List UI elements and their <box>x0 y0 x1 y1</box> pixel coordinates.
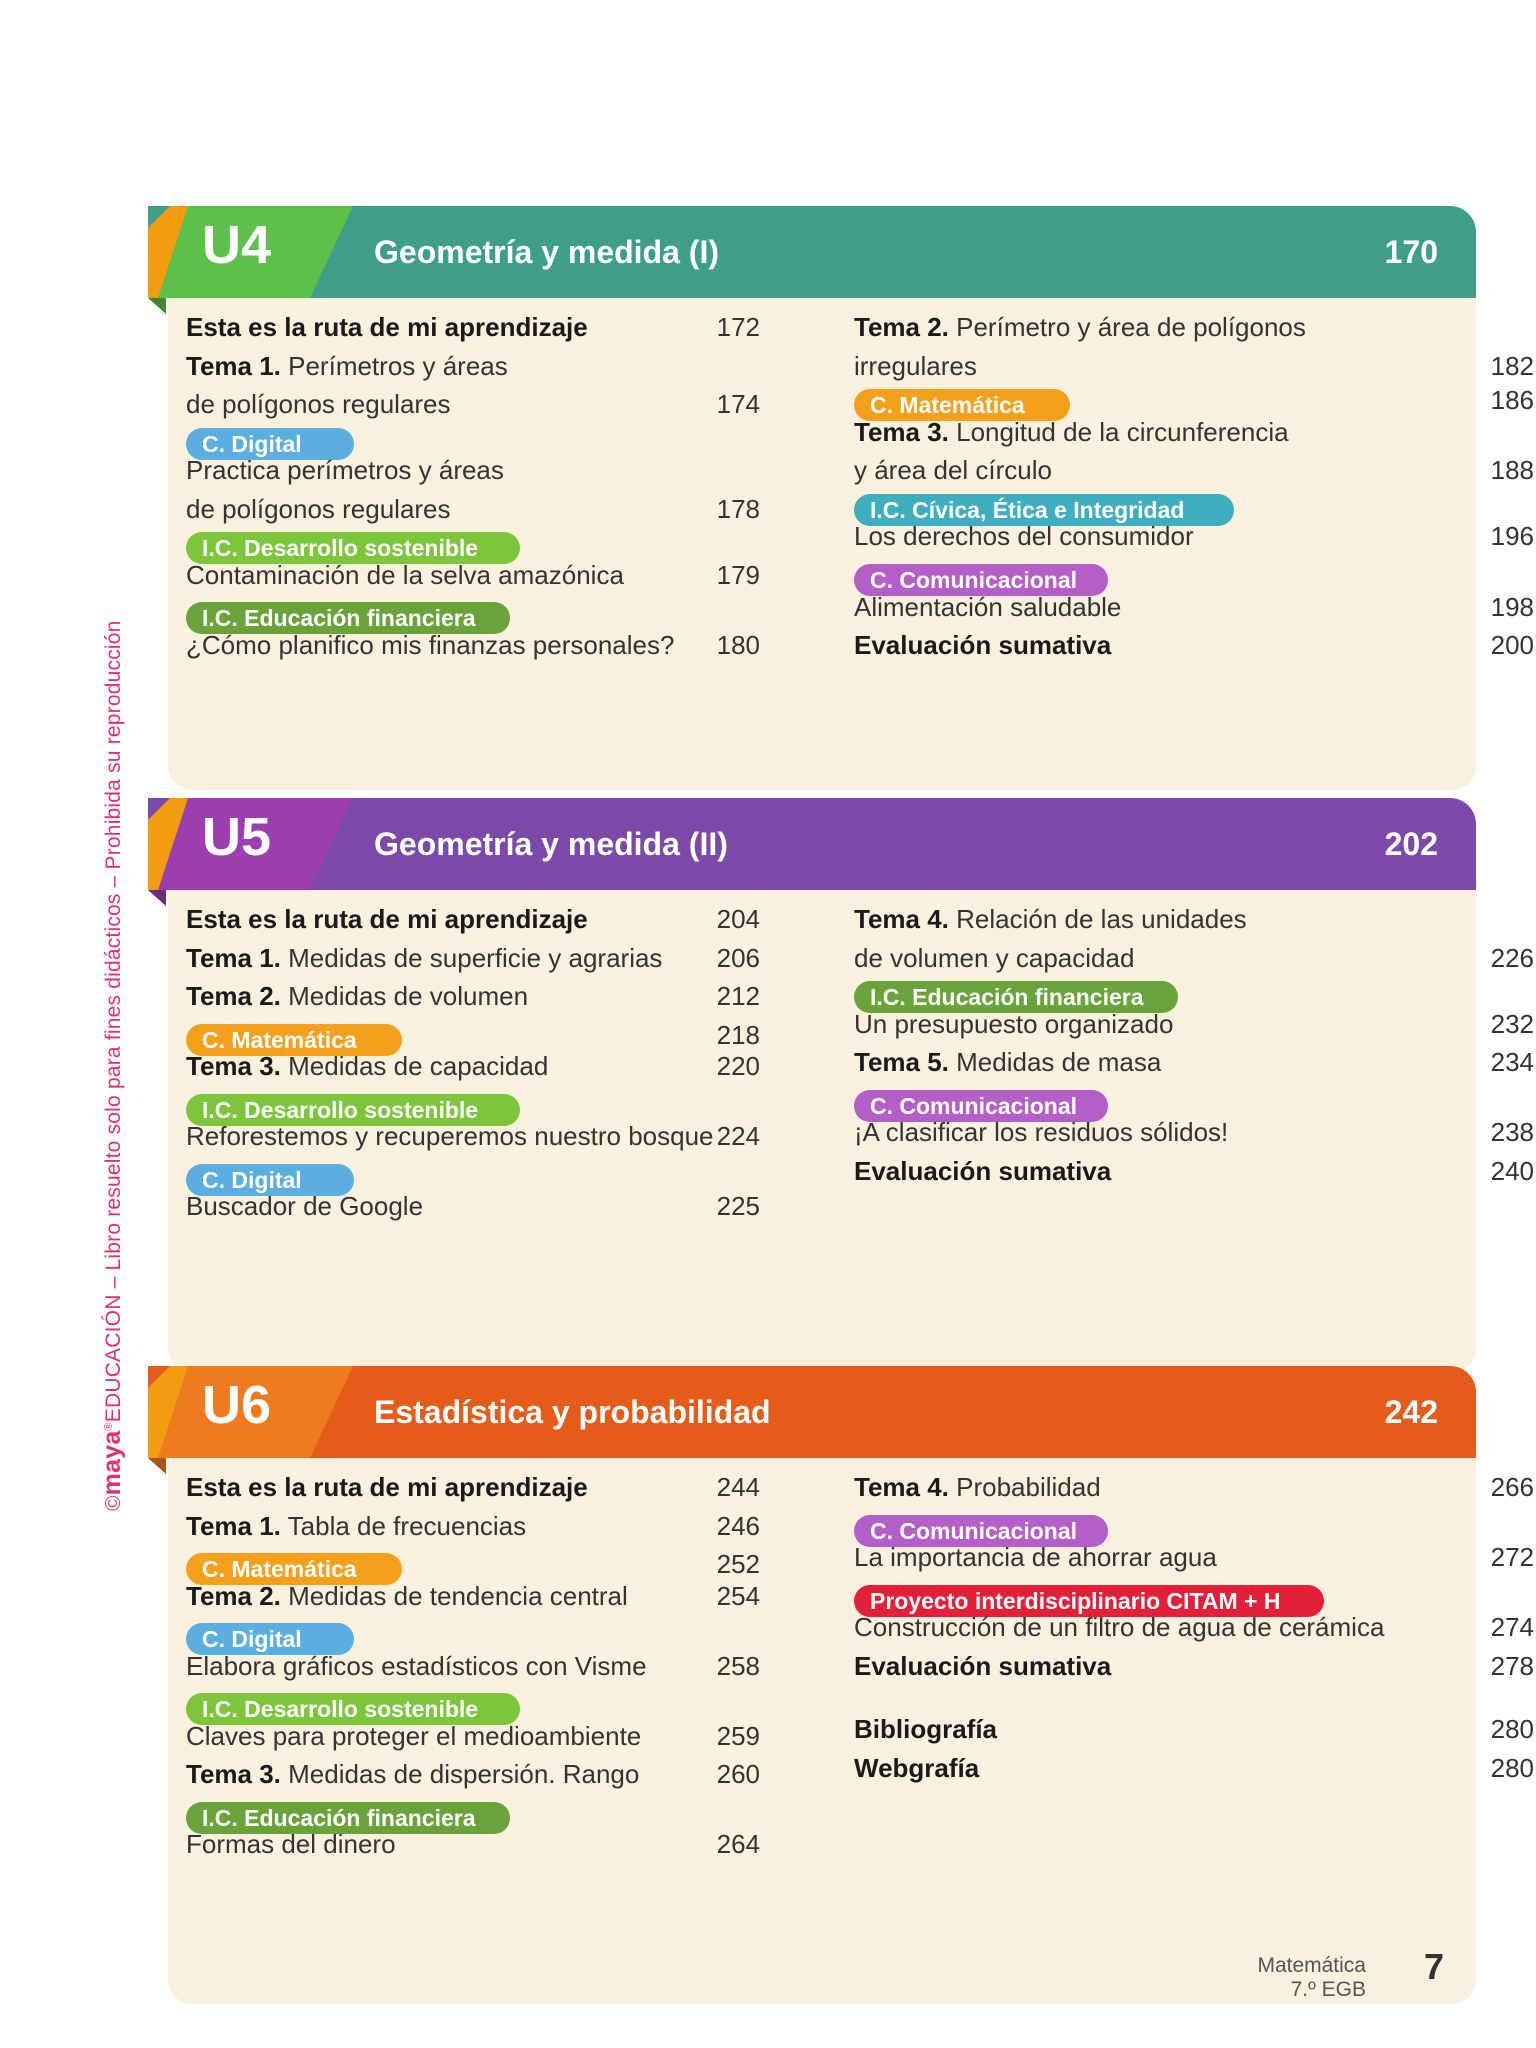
toc-entry-text: Perímetro y área de polígonos <box>948 312 1306 342</box>
toc-entry-text: Construcción de un filtro de agua de cerámica <box>854 1612 1385 1643</box>
toc-entry-bold: Evaluación sumativa <box>854 1155 1112 1186</box>
toc-page-number: 234 <box>1490 1047 1534 1078</box>
toc-entry <box>186 1511 526 1542</box>
toc-page-number: 280 <box>1490 1752 1534 1783</box>
toc-entry-bold: Evaluación sumativa <box>854 1650 1112 1681</box>
toc-entry-text: Longitud de la circunferencia <box>948 416 1289 447</box>
toc-entry-text: de polígonos regulares <box>186 389 451 419</box>
unit-header <box>148 798 1476 890</box>
toc-page-number: 240 <box>1490 1155 1534 1186</box>
toc-page-number: 272 <box>1490 1542 1534 1573</box>
unit-page: 170 <box>1384 234 1438 270</box>
toc-entry-bold: Evaluación sumativa <box>854 630 1112 660</box>
toc-entry <box>854 1009 1173 1040</box>
toc-page-number: 266 <box>1490 1472 1534 1502</box>
toc-entry <box>186 630 674 661</box>
toc-entry <box>854 943 1134 974</box>
toc-page-number: 218 <box>716 1019 760 1050</box>
toc-entry-text: Los derechos del consumidor <box>854 521 1194 552</box>
unit-page: 242 <box>1384 1394 1438 1430</box>
competence-badge: C. Matemática <box>186 1553 402 1585</box>
toc-entry-text: Medidas de tendencia central <box>280 1580 628 1611</box>
competence-badge: C. Comunicacional <box>854 1515 1108 1547</box>
toc-entry-bold: Bibliografía <box>854 1714 998 1745</box>
toc-entry <box>854 312 1306 343</box>
toc-entry <box>186 943 662 974</box>
toc-entry-bold: Tema 3. <box>186 1759 281 1790</box>
toc-entry-bold: Esta es la ruta de mi aprendizaje <box>186 1472 588 1502</box>
unit-code: U6 <box>202 1375 272 1435</box>
toc-entry-text: Perímetros y áreas <box>280 350 508 381</box>
toc-page-number: 244 <box>716 1472 760 1502</box>
competence-badge: C. Matemática <box>186 1024 402 1056</box>
toc-page-number: 226 <box>1490 942 1534 973</box>
toc-entry <box>186 1651 647 1682</box>
toc-page-number: 280 <box>1490 1714 1534 1745</box>
toc-page-number: 212 <box>716 981 760 1011</box>
toc-entry <box>854 455 1052 486</box>
toc-entry-text: Contaminación de la selva amazónica <box>186 559 624 590</box>
toc-entry <box>854 1047 1161 1078</box>
competence-badge: I.C. Desarrollo sostenible <box>186 532 520 564</box>
toc-entry-bold: Tema 2. <box>186 981 281 1011</box>
competence-badge: C. Matemática <box>854 389 1070 421</box>
toc-entry-bold: Tema 2. <box>854 312 949 342</box>
toc-entry <box>186 1721 641 1752</box>
unit-tab-fold <box>148 298 166 314</box>
toc-entry <box>854 904 1247 935</box>
competence-badge: C. Digital <box>186 428 354 460</box>
toc-page-number: 238 <box>1490 1117 1534 1148</box>
toc-entry <box>186 981 528 1012</box>
competence-badge: I.C. Educación financiera <box>186 602 510 634</box>
toc-entry <box>186 1121 714 1152</box>
competence-badge: Proyecto interdisciplinario CITAM + H <box>854 1585 1324 1617</box>
toc-entry <box>186 1051 548 1082</box>
toc-entry-bold: Esta es la ruta de mi aprendizaje <box>186 312 588 342</box>
unit-title: Geometría y medida (II) <box>374 826 728 862</box>
toc-entry-text: Probabilidad <box>948 1472 1101 1502</box>
toc-entry <box>854 521 1194 552</box>
toc-page-number: 246 <box>716 1510 760 1541</box>
toc-entry-bold: Tema 1. <box>186 350 281 381</box>
competence-badge: I.C. Desarrollo sostenible <box>186 1693 520 1725</box>
toc-entry <box>186 1191 423 1222</box>
toc-entry-text: Medidas de volumen <box>280 981 529 1011</box>
toc-entry-text: Buscador de Google <box>186 1191 424 1222</box>
toc-entry-text: Claves para proteger el medioambiente <box>186 1720 642 1751</box>
toc-entry <box>186 494 451 525</box>
toc-entry-text: de polígonos regulares <box>186 493 451 524</box>
toc-entry <box>854 1472 1101 1503</box>
unit-header <box>148 1366 1476 1458</box>
toc-page-number: 182 <box>1490 350 1534 381</box>
toc-page-number: 259 <box>716 1720 760 1751</box>
toc-entry <box>186 455 504 486</box>
toc-entry-bold: Tema 4. <box>854 904 949 934</box>
toc-entry <box>854 1753 979 1784</box>
toc-page-number: 206 <box>716 942 760 973</box>
competence-badge: I.C. Cívica, Ética e Integridad <box>854 494 1234 526</box>
toc-entry-bold: Tema 5. <box>854 1047 949 1078</box>
toc-entry-bold: Tema 1. <box>186 1510 281 1541</box>
toc-entry <box>854 630 1111 661</box>
toc-entry-text: Medidas de dispersión. Rango <box>280 1759 640 1790</box>
toc-entry <box>854 351 977 382</box>
footer-grade: 7.º EGB <box>1290 1978 1366 2001</box>
toc-entry <box>186 389 451 420</box>
competence-badge: C. Comunicacional <box>854 1090 1108 1122</box>
toc-page-number: 224 <box>716 1121 760 1152</box>
toc-entry-text: Un presupuesto organizado <box>854 1008 1174 1039</box>
page-number: 7 <box>1424 1946 1445 1987</box>
toc-page-number: 188 <box>1490 455 1534 486</box>
toc-entry <box>854 1714 997 1745</box>
toc-page-number: 254 <box>716 1580 760 1611</box>
toc-entry-text: Practica perímetros y áreas <box>186 455 504 486</box>
toc-entry-bold: Tema 1. <box>186 942 281 973</box>
competence-badge: I.C. Educación financiera <box>854 981 1178 1013</box>
toc-entry-bold: Tema 3. <box>854 416 949 447</box>
unit-tab-fold <box>148 1458 166 1474</box>
side-copyright-text: ©maya®EDUCACIÓN – Libro resuelto solo para fines didácticos – Prohibida su reproducción <box>98 620 126 1511</box>
toc-entry <box>186 1581 628 1612</box>
toc-page-number: 258 <box>716 1650 760 1681</box>
toc-page-number: 274 <box>1490 1612 1534 1643</box>
unit-title: Geometría y medida (I) <box>374 234 719 270</box>
toc-page-number: 220 <box>716 1051 760 1082</box>
toc-entry-text: Alimentación saludable <box>854 591 1122 622</box>
toc-page-number: 174 <box>716 389 760 419</box>
toc-entry-text: irregulares <box>854 350 977 381</box>
toc-entry-bold: Tema 2. <box>186 1580 281 1611</box>
toc-entry-text: y área del círculo <box>854 455 1052 486</box>
toc-entry <box>186 1759 639 1790</box>
unit-header-bar <box>148 206 1476 298</box>
toc-entry <box>186 351 508 382</box>
competence-badge: C. Digital <box>186 1623 354 1655</box>
toc-page-number: 180 <box>716 630 760 660</box>
toc-entry <box>186 1829 396 1860</box>
footer-subject: Matemática <box>1257 1954 1366 1977</box>
toc-entry-text: Tabla de frecuencias <box>280 1510 527 1541</box>
toc-entry-text: Medidas de capacidad <box>280 1051 549 1082</box>
competence-badge: C. Digital <box>186 1164 354 1196</box>
toc-entry-text: ¿Cómo planifico mis finanzas personales? <box>186 630 675 660</box>
toc-page-number: 225 <box>716 1191 760 1222</box>
toc-page-number: 172 <box>716 312 760 342</box>
toc-entry-bold: Esta es la ruta de mi aprendizaje <box>186 904 588 934</box>
toc-entry-text: Reforestemos y recuperemos nuestro bosque <box>186 1121 714 1152</box>
unit-header-bar <box>148 798 1476 890</box>
toc-page-number: 200 <box>1490 630 1534 660</box>
toc-entry-text: Formas del dinero <box>186 1829 396 1860</box>
toc-entry <box>854 592 1121 623</box>
toc-entry <box>186 312 588 343</box>
toc-entry <box>854 1542 1217 1573</box>
unit-code: U5 <box>202 807 272 867</box>
toc-entry-text: Elabora gráficos estadísticos con Visme <box>186 1650 647 1681</box>
unit-code: U4 <box>202 215 272 275</box>
unit-page: 202 <box>1384 826 1438 862</box>
toc-page-number: 260 <box>716 1759 760 1790</box>
competence-badge: I.C. Educación financiera <box>186 1802 510 1834</box>
toc-entry-text: Relación de las unidades <box>948 904 1247 934</box>
toc-page-number: 196 <box>1490 521 1534 552</box>
toc-entry-bold: Webgrafía <box>854 1752 980 1783</box>
toc-entry <box>186 904 588 935</box>
toc-page-number: 198 <box>1490 591 1534 622</box>
toc-entry <box>854 417 1289 448</box>
toc-entry <box>186 560 624 591</box>
toc-entry <box>854 1612 1384 1643</box>
toc-entry-text: de volumen y capacidad <box>854 942 1135 973</box>
toc-page-number: 204 <box>716 904 760 934</box>
toc-entry-text: Medidas de masa <box>948 1047 1162 1078</box>
toc-entry <box>854 1651 1111 1682</box>
unit-tab-fold <box>148 890 166 906</box>
toc-page-number: 278 <box>1490 1650 1534 1681</box>
toc-page-number: 264 <box>716 1829 760 1860</box>
toc-page-number: 178 <box>716 493 760 524</box>
toc-entry-bold: Tema 4. <box>854 1472 949 1502</box>
toc-page-number: 186 <box>1490 385 1534 416</box>
toc-page-number: 179 <box>716 559 760 590</box>
toc-entry <box>854 1117 1228 1148</box>
unit-header-bar <box>148 1366 1476 1458</box>
toc-page-number: 232 <box>1490 1008 1534 1039</box>
toc-page-number: 252 <box>716 1549 760 1579</box>
toc-entry-bold: Tema 3. <box>186 1051 281 1082</box>
competence-badge: I.C. Desarrollo sostenible <box>186 1094 520 1126</box>
unit-title: Estadística y probabilidad <box>374 1394 771 1430</box>
unit-header <box>148 206 1476 298</box>
competence-badge: C. Comunicacional <box>854 564 1108 596</box>
toc-entry-text: ¡A clasificar los residuos sólidos! <box>854 1117 1229 1148</box>
toc-entry-text: Medidas de superficie y agrarias <box>280 942 663 973</box>
toc-entry <box>186 1472 588 1503</box>
toc-entry-text: La importancia de ahorrar agua <box>854 1542 1217 1573</box>
toc-entry <box>854 1156 1111 1187</box>
